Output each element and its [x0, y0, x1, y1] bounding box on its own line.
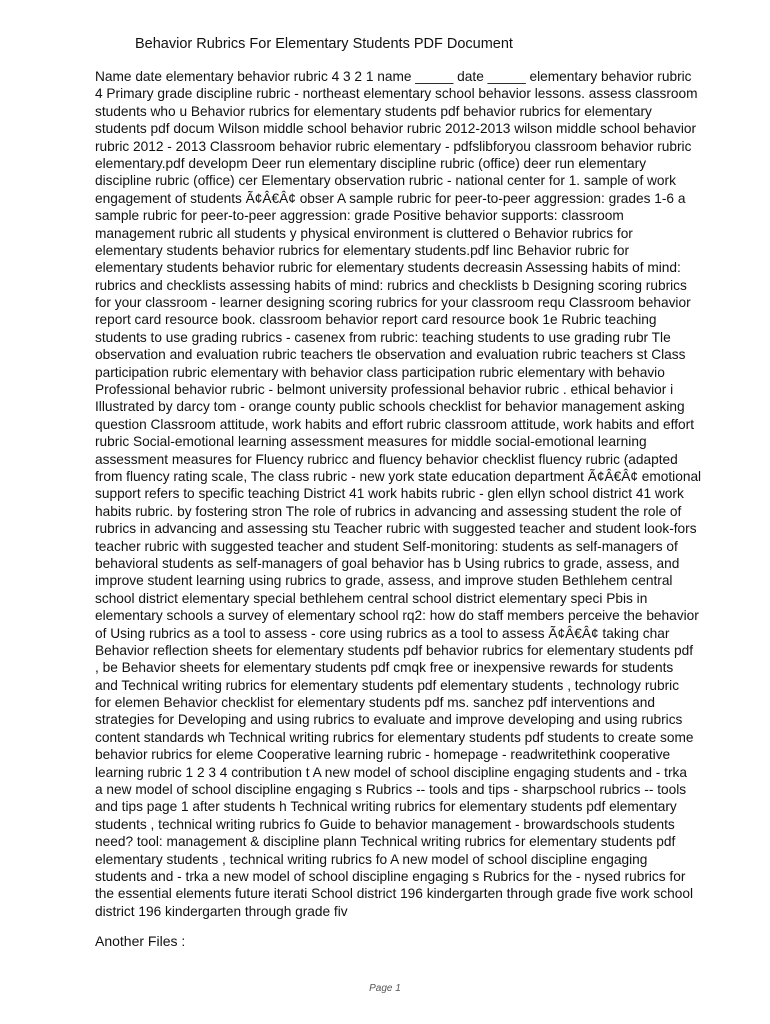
body-text-line: , be Behavior sheets for elementary students pdf cmqk free or inexpensive rewards for students [95, 660, 674, 676]
body-text-line: the essential elements future iterati School district 196 kindergarten through grade five work school [95, 886, 694, 902]
body-text-line: Illustrated by darcy tom - orange county public schools checklist for behavior management asking [95, 399, 685, 415]
document-title: Behavior Rubrics For Elementary Students PDF Document [135, 36, 513, 52]
body-text-line: sample rubric for peer-to-peer aggression: grade Positive behavior supports: classroom [95, 208, 624, 224]
page-number: Page 1 [369, 983, 401, 994]
another-files-heading: Another Files : [95, 933, 186, 949]
body-text-line: elementary students behavior rubric for elementary students decreasin Assessing habits of mind: [95, 260, 681, 276]
body-text-line: students , technical writing rubrics fo Guide to behavior management - browardschools students [95, 816, 675, 832]
body-text-line: rubric 2012 - 2013 Classroom behavior rubric elementary - pdfslibforyou classroom behavior rubric [95, 138, 692, 154]
body-text-line: elementary students behavior rubrics for elementary students.pdf linc Behavior rubric for [95, 242, 630, 258]
body-text-line: report card resource book. classroom behavior report card resource book 1e Rubric teaching [95, 312, 657, 328]
body-text-line: content standards wh Technical writing rubrics for elementary students pdf students to create some [95, 729, 694, 745]
body-text-line: Name date elementary behavior rubric 4 3 2 1 name _____ date _____ elementary behavior rubric [95, 69, 692, 84]
body-text-line: district 196 kindergarten through grade fiv [95, 903, 348, 919]
body-text-line: behavior rubrics for eleme Cooperative learning rubric - homepage - readwritethink cooperative [95, 747, 671, 763]
body-text-line: of Using rubrics as a tool to assess - core using rubrics as a tool to assess Ã¢Â€Â¢ taking char [95, 625, 670, 641]
body-text-line: discipline rubric (office) cer Elementary observation rubric - national center for 1. sample of work [95, 173, 676, 189]
body-text-line: rubrics and checklists assessing habits of mind: rubrics and checklists b Designing scoring rubrics [95, 277, 687, 293]
body-text-line: 4 Primary grade discipline rubric - northeast elementary school behavior lessons. assess classroom [95, 86, 698, 102]
body-text-line: rubrics in advancing and assessing stu Teacher rubric with suggested teacher and student look-fors [95, 521, 697, 537]
body-text-line: for elemen Behavior checklist for elementary students pdf ms. sanchez pdf interventions and [95, 695, 655, 711]
body-text-line: students pdf docum Wilson middle school behavior rubric 2012-2013 wilson middle school behavior [95, 121, 697, 137]
body-text-line: rubric Social-emotional learning assessment measures for middle social-emotional learning [95, 434, 647, 450]
body-text-line: and tips page 1 after students h Technical writing rubrics for elementary students pdf elementary [95, 799, 677, 815]
body-text-line: from fluency rating scale, The class rubric - new york state education department Ã¢Â€Â¢ emotional [95, 468, 702, 484]
body-text-line: for your classroom - learner designing scoring rubrics for your classroom requ Classroom behavior [95, 295, 691, 311]
body-text-line: school district elementary special bethlehem central school district elementary speci Pbis in [95, 590, 648, 606]
body-text-line: a new model of school discipline engaging s Rubrics -- tools and tips - sharpschool rubrics -- tools [95, 782, 687, 798]
body-text-line: Behavior reflection sheets for elementary students pdf behavior rubrics for elementary students pdf [95, 642, 693, 658]
body-text-line: strategies for Developing and using rubrics to evaluate and improve developing and using rubrics [95, 712, 683, 728]
body-text-line: need? tool: management & discipline plann Technical writing rubrics for elementary students pdf [95, 834, 676, 850]
body-text-line: elementary.pdf developm Deer run elementary discipline rubric (office) deer run elementary [95, 155, 647, 171]
body-text-line: and Technical writing rubrics for elementary students pdf elementary students , technology rubric [95, 677, 680, 693]
body-text-line: behavioral students as self-managers of goal behavior has b Using rubrics to grade, assess, and [95, 555, 680, 571]
body-text-line: elementary schools a survey of elementary school rq2: how do staff members perceive the behavior [95, 608, 699, 624]
body-text-line: elementary students , technical writing rubrics fo A new model of school discipline engaging [95, 851, 648, 867]
body-text-line: question Classroom attitude, work habits and effort rubric classroom attitude, work habits and effort [95, 416, 695, 432]
body-text-line: improve student learning using rubrics to grade, assess, and improve studen Bethlehem central [95, 573, 673, 589]
body-text-line: participation rubric elementary with behavior class participation rubric elementary with behavio [95, 364, 665, 380]
body-text-line: Professional behavior rubric - belmont university professional behavior rubric . ethical behavior i [95, 382, 674, 398]
body-text-line: habits rubric. by fostering stron The role of rubrics in advancing and assessing student the role of [95, 503, 682, 519]
body-text-line: management rubric all students y physical environment is cluttered o Behavior rubrics for [95, 225, 633, 241]
body-text-line: students to use grading rubrics - casenex from rubric: teaching students to use grading rubr Tle [95, 329, 671, 345]
body-text-line: students and - trka a new model of school discipline engaging s Rubrics for the - nysed rubrics for [95, 868, 686, 884]
body-text-line: students who u Behavior rubrics for elementary students pdf behavior rubrics for elementary [95, 103, 652, 119]
body-text-line: engagement of students Ã¢Â€Â¢ obser A sample rubric for peer-to-peer aggression: grades 1-6 a [95, 190, 686, 206]
document-body [95, 68, 740, 920]
body-text-line: assessment measures for Fluency rubricc and fluency behavior checklist fluency rubric (adapted [95, 451, 678, 467]
body-text-line: learning rubric 1 2 3 4 contribution t A new model of school discipline engaging students and - trka [95, 764, 687, 780]
body-text-line: support refers to specific teaching District 41 work habits rubric - glen ellyn school district 41 work [95, 486, 684, 502]
body-text-line: observation and evaluation rubric teachers tle observation and evaluation rubric teachers st Class [95, 347, 686, 363]
body-text-line: teacher rubric with suggested teacher and student Self-monitoring: students as self-managers of [95, 538, 678, 554]
